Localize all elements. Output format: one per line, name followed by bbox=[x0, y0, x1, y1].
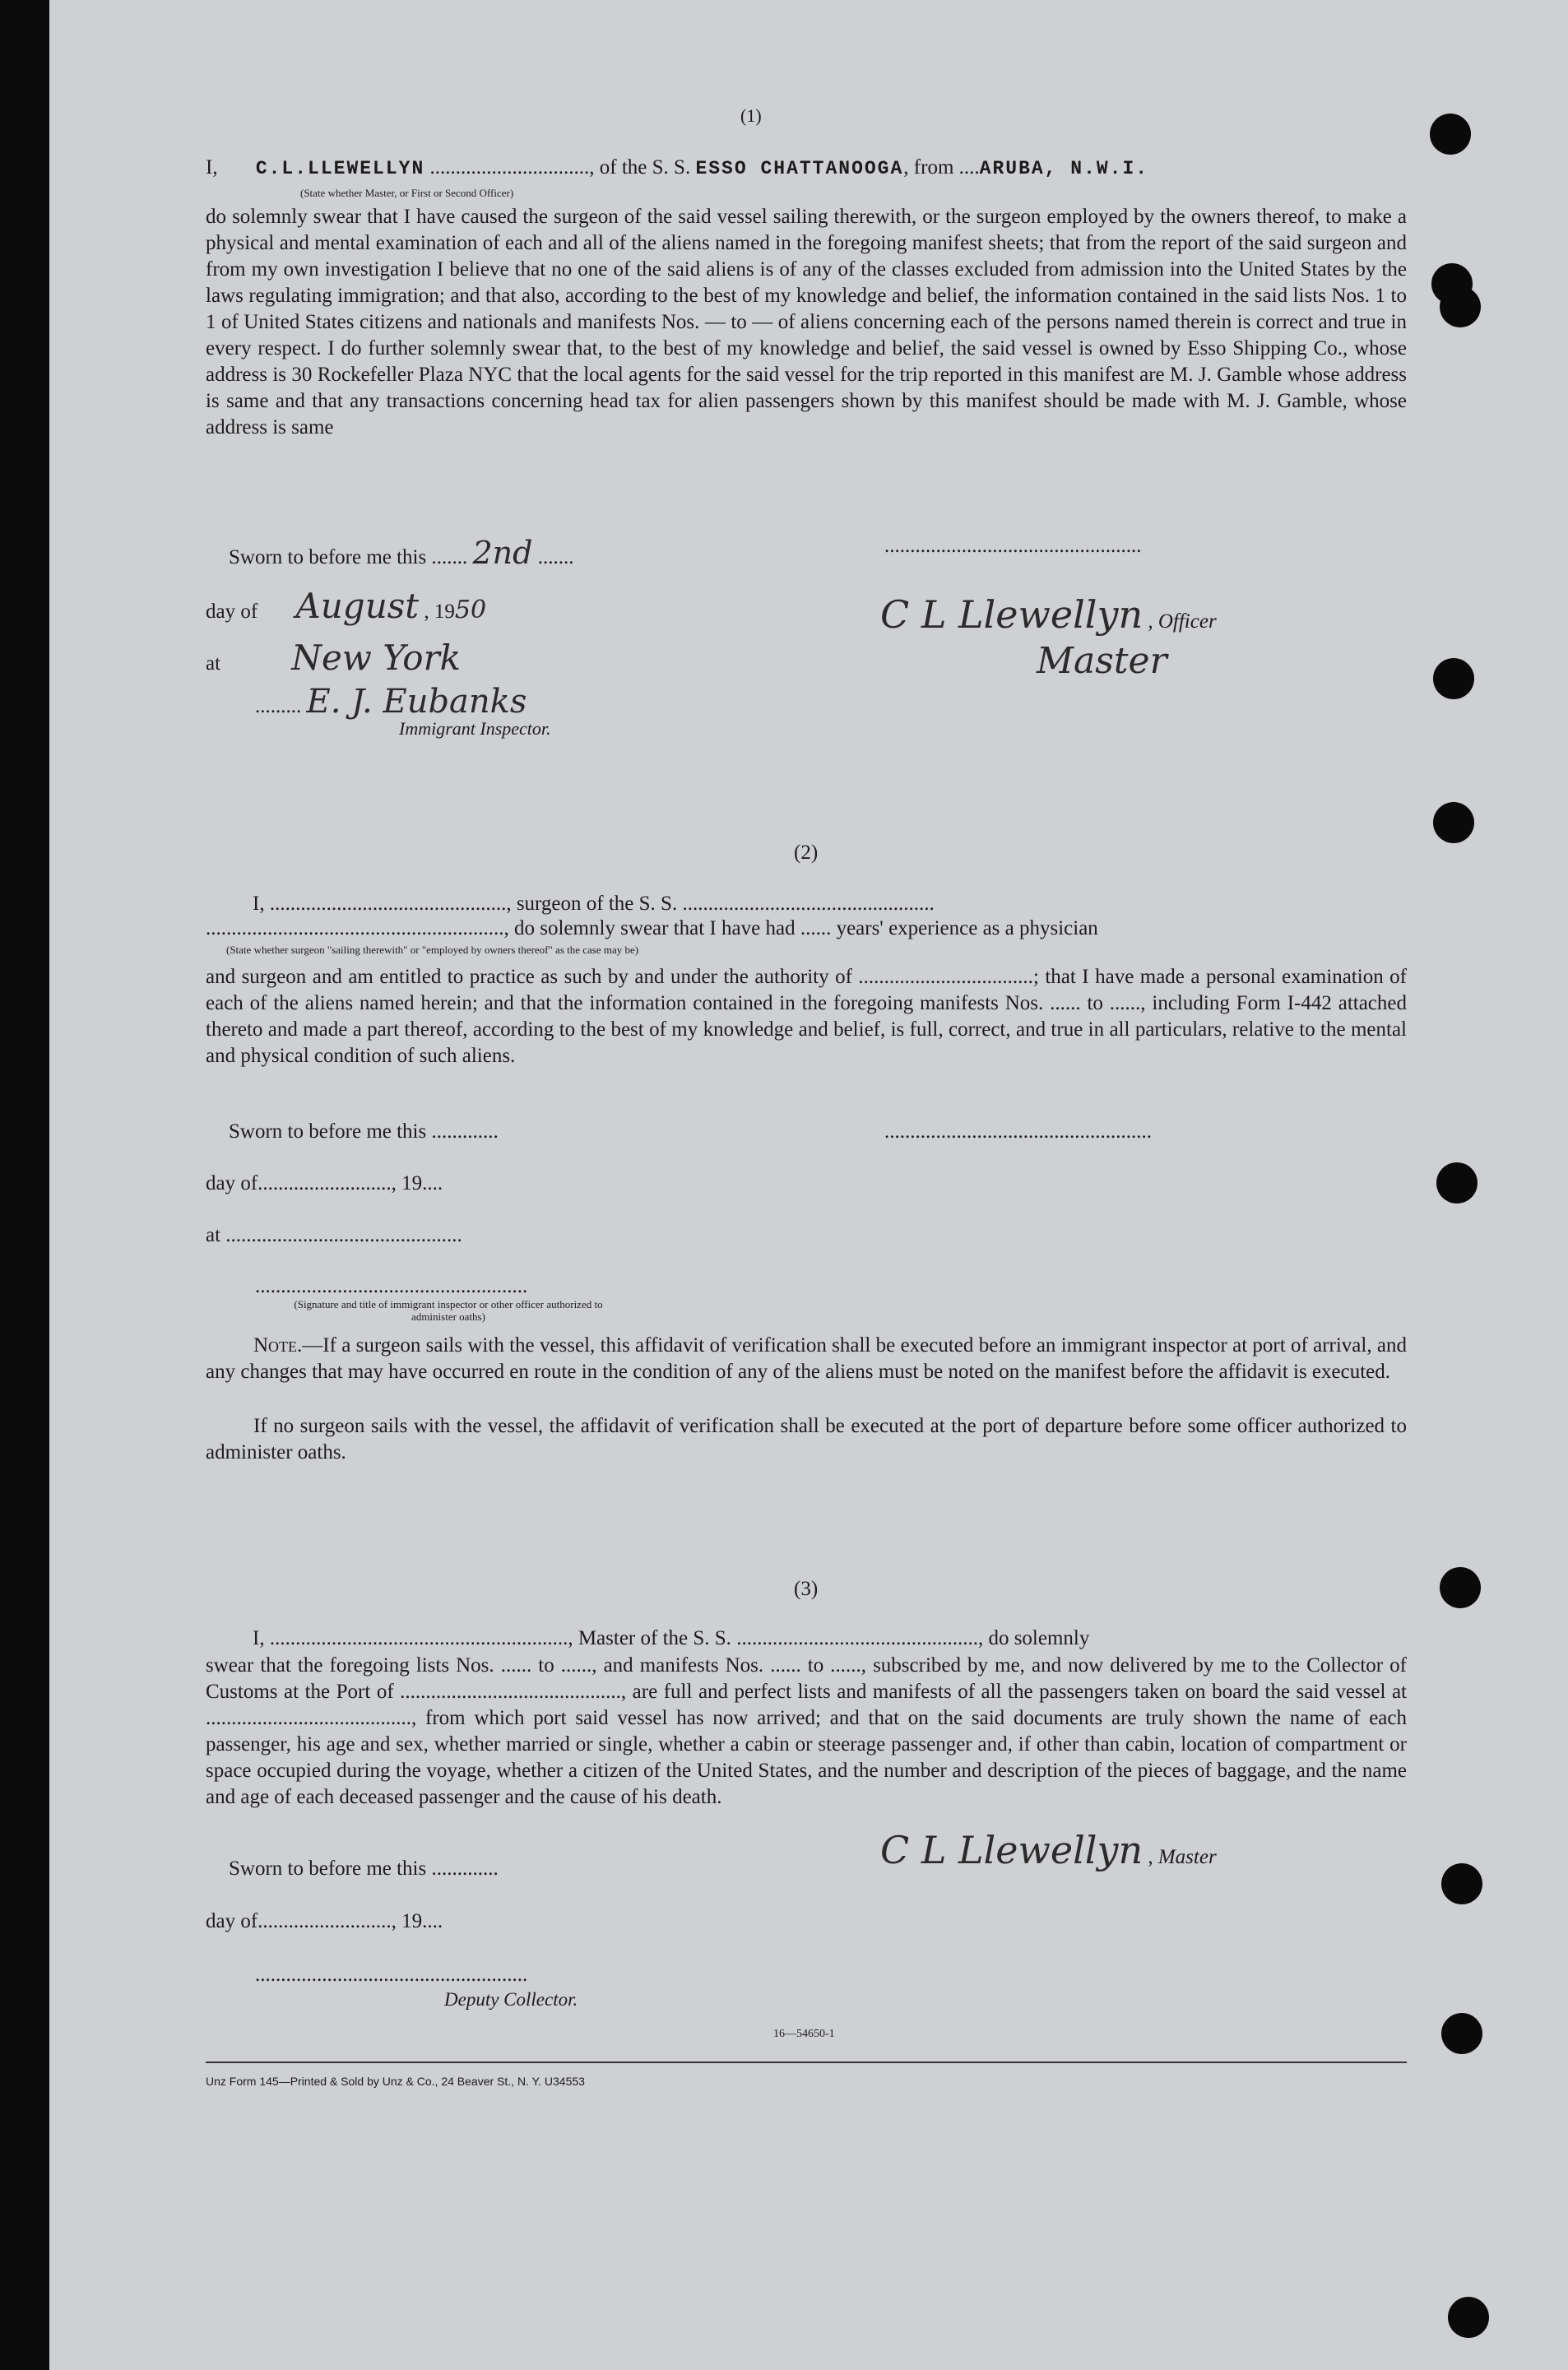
inspector-caption: (Signature and title of immigrant inspector or other officer authorized to administer oaths) bbox=[294, 1298, 603, 1323]
years-experience-text: , do solemnly swear that I have had ...... years' experience as a physician bbox=[503, 917, 1098, 939]
officer-signature-line bbox=[880, 592, 1217, 637]
note-paragraph bbox=[206, 1333, 1407, 1385]
sworn-label: Sworn to before me this bbox=[229, 1858, 427, 1880]
dot-leader: ............................... bbox=[429, 156, 590, 179]
surgeon-line-1: I, .............................................., surgeon of the S. S. ................................................. bbox=[253, 893, 935, 915]
surgeon-body: and surgeon and am entitled to practice as such by and under the authority of ..................................; that I have made a personal examination of each of the aliens named herein; and that the information contained in the foregoing manifests Nos. ...... to ......, including Form I-442 attached thereto and made a part thereof, according to the best of my knowledge and belief, is full, correct, and true in all particulars, relative to the mental and physical condition of such aliens. bbox=[206, 966, 1407, 1067]
punch-hole bbox=[1436, 1162, 1478, 1204]
master-signature: C L Llewellyn bbox=[880, 1828, 1144, 1872]
surgeon-caption: (State whether surgeon "sailing therewith" or "employed by owners thereof" as the case may be) bbox=[226, 944, 639, 956]
from-label: , from bbox=[903, 156, 954, 179]
master-body: swear that the foregoing lists Nos. ...... to ......, and manifests Nos. ...... to ......, subscribed by me, and now delivered by me to the Collector of Customs at the Port of ..........................................., are full and perfect lists and manifests of all the passengers taken on board the said vessel at ........................................, from which port said vessel has now arrived; and that on the said documents are truly shown the name of each passenger, his age and sex, whether married or single, whether a cabin or steerage passenger and, if other than cabin, location of compartment or space occupied during the voyage, whether a citizen of the United States, and the number and description of the pieces of baggage, and the name and age of each deceased passenger and the cause of his death. bbox=[206, 1654, 1407, 1808]
i-prefix: I, bbox=[206, 156, 218, 179]
surgeon-of-ss-label: , surgeon of the S. S. bbox=[506, 893, 678, 915]
day-of-line bbox=[206, 586, 486, 626]
sworn-line: Sworn to before me this ....... 2nd ....... bbox=[229, 535, 574, 571]
manifest-page bbox=[49, 0, 1568, 2370]
signature-dotted-line: .................................................... bbox=[884, 1120, 1152, 1143]
name-caption: (State whether Master, or First or Second Officer) bbox=[300, 187, 514, 199]
of-ss-label: , of the S. S. bbox=[589, 156, 691, 179]
signature-dotted-line: ..................................................... bbox=[255, 1275, 528, 1297]
at-label: at bbox=[206, 1224, 221, 1246]
at-label: at bbox=[206, 652, 221, 675]
punch-hole bbox=[1433, 802, 1474, 843]
sworn-day: 2nd bbox=[472, 535, 533, 571]
punch-hole bbox=[1440, 286, 1481, 327]
footer-imprint: Unz Form 145—Printed & Sold by Unz & Co., 24 Beaver St., N. Y. U34553 bbox=[206, 2075, 585, 2088]
punch-hole bbox=[1441, 1863, 1482, 1904]
officer-label: , Officer bbox=[1148, 610, 1217, 633]
do-solemnly-label: , do solemnly bbox=[977, 1627, 1090, 1649]
master-label: , Master bbox=[1148, 1846, 1217, 1868]
officer-rank: Master bbox=[1037, 640, 1167, 682]
punch-hole bbox=[1448, 2297, 1489, 2338]
note-paragraph-2: If no surgeon sails with the vessel, the affidavit of verification shall be executed at the port of departure before some officer authorized to administer oaths. bbox=[206, 1415, 1407, 1463]
deputy-collector-label: Deputy Collector. bbox=[444, 1989, 578, 2010]
day-of-line: day of.........................., 19.... bbox=[206, 1172, 443, 1194]
oath-opening-line bbox=[206, 156, 1148, 179]
master-of-ss-label: , Master of the S. S. bbox=[568, 1627, 731, 1649]
surgeon-line-2: .........................................................., do solemnly swear that I have had ...... years' experience as a physician bbox=[206, 917, 1098, 939]
note-label: Note. bbox=[253, 1334, 303, 1357]
year-label: , 19.... bbox=[391, 1910, 443, 1932]
sworn-label: Sworn to before me this bbox=[229, 1120, 427, 1143]
month: August bbox=[295, 586, 420, 626]
master-line-1: I, .........................................................., Master of the S. S. ..............................................., do solemnly bbox=[253, 1627, 1090, 1649]
officer-signature: C L Llewellyn bbox=[880, 592, 1144, 637]
inspector-signature-line: ......... E. J. Eubanks bbox=[255, 683, 527, 721]
sworn-line: Sworn to before me this ............. bbox=[229, 1858, 499, 1880]
at-line bbox=[206, 638, 461, 678]
day-of-label: day of bbox=[206, 1910, 258, 1932]
sworn-label: Sworn to before me this bbox=[229, 546, 427, 568]
day-of-label: day of bbox=[206, 601, 258, 623]
note-text: —If a surgeon sails with the vessel, this affidavit of verification shall be executed before an immigrant inspector at port of arrival, and any changes that may have occurred en route in the condition of any of the aliens must be noted on the manifest before the affidavit is executed. bbox=[206, 1334, 1407, 1383]
officer-name: C.L.LLEWELLYN bbox=[255, 158, 425, 179]
sworn-line: Sworn to before me this ............. bbox=[229, 1120, 499, 1143]
punch-hole bbox=[1433, 658, 1474, 699]
form-code: 16—54650-1 bbox=[773, 2028, 835, 2040]
section-number: (2) bbox=[794, 842, 819, 864]
master-signature-line bbox=[880, 1828, 1217, 1872]
i-prefix: I, bbox=[253, 893, 265, 915]
section-number: (3) bbox=[794, 1578, 819, 1600]
signature-dotted-line: .................................................. bbox=[884, 535, 1142, 557]
section-number: (1) bbox=[740, 105, 762, 126]
year-prefix: , 19 bbox=[424, 601, 455, 623]
punch-hole bbox=[1440, 1567, 1481, 1608]
from-place: ARUBA, N.W.I. bbox=[979, 158, 1149, 179]
punch-hole bbox=[1441, 2013, 1482, 2054]
year-label: , 19.... bbox=[391, 1172, 443, 1194]
day-of-label: day of bbox=[206, 1172, 258, 1194]
dot-leader: .... bbox=[958, 156, 980, 179]
inspector-signature: E. J. Eubanks bbox=[306, 683, 527, 721]
inspector-title: Immigrant Inspector. bbox=[399, 718, 551, 739]
day-of-line: day of.........................., 19.... bbox=[206, 1910, 443, 1932]
footer-divider bbox=[206, 2062, 1407, 2063]
oath-body: do solemnly swear that I have caused the surgeon of the said vessel sailing therewith, or the surgeon employed by the owners thereof, to make a physical and mental examination of each and all of the aliens named in the foregoing manifest sheets; that from the report of the said surgeon and from my own investigation I believe that no one of the said aliens is of any of the classes excluded from admission into the United States by the laws regulating immigration; and that also, according to the best of my knowledge and belief, the information contained in the said lists Nos. 1 to 1 of United States citizens and nationals and manifests Nos. — to — of aliens concerning each of the persons named therein is correct and true in every respect. I do further solemnly swear that, to the best of my knowledge and belief, the said vessel is owned by Esso Shipping Co., whose address is 30 Rockefeller Plaza NYC that the local agents for the said vessel for the trip reported in this manifest are M. J. Gamble whose address is same and that any transactions concerning head tax for alien passengers shown by this manifest should be made with M. J. Gamble, whose address is same bbox=[206, 206, 1407, 438]
at-line: at .............................................. bbox=[206, 1224, 462, 1246]
year-suffix: 50 bbox=[454, 596, 487, 624]
place: New York bbox=[291, 638, 462, 678]
signature-dotted-line: ..................................................... bbox=[255, 1964, 528, 1986]
punch-hole bbox=[1430, 114, 1471, 155]
vessel-name: ESSO CHATTANOOGA bbox=[695, 158, 904, 179]
i-prefix: I, bbox=[253, 1627, 265, 1649]
